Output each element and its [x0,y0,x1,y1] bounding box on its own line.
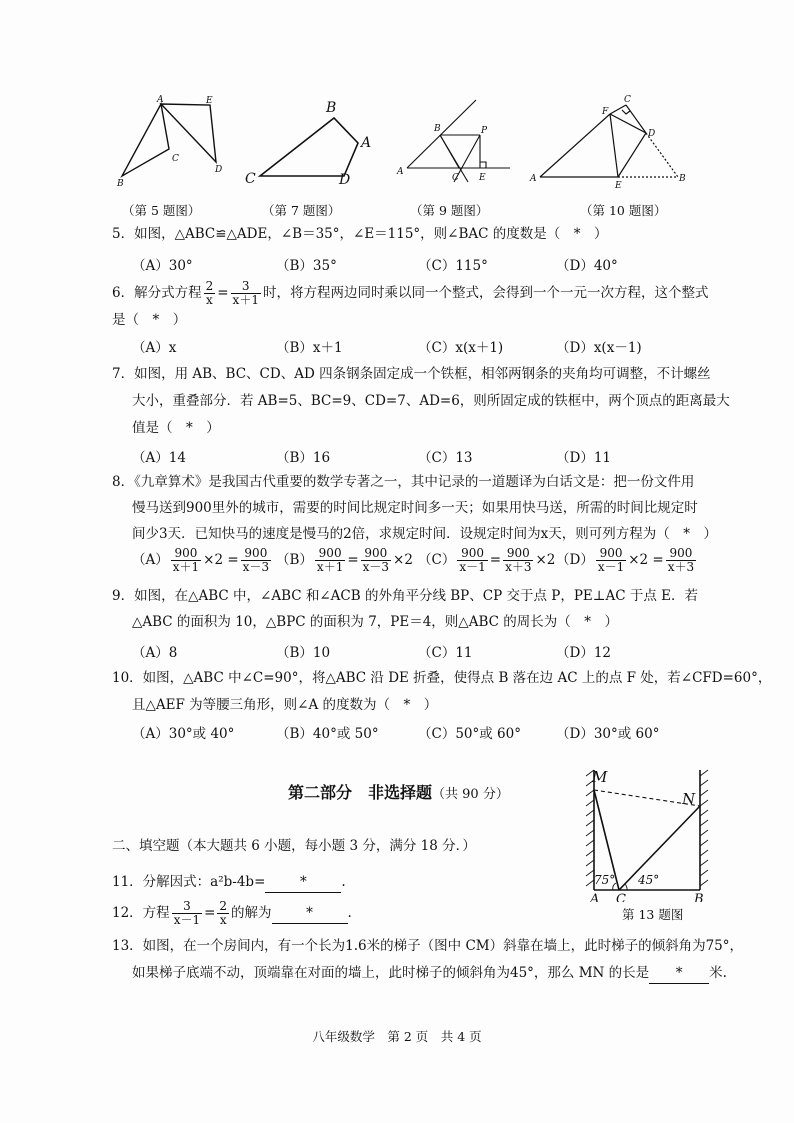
q9-option-b[interactable]: （B）10 [276,645,331,661]
question-9-line2: △ABC 的面积为 10，△BPC 的面积为 7，PE＝4，则△ABC 的周长为（ * ） [132,614,618,630]
q8-option-b[interactable]: （B） $\frac{900}{x+1}$ = $\frac{900}{x-3}$ ×2 [276,546,413,574]
q8-option-c[interactable]: （C） $\frac{900}{x-1}$ = $\frac{900}{x+3}$ ×2 [418,546,556,574]
q5-option-b[interactable]: （B）35° [276,258,337,274]
label-b: B [326,100,337,116]
q5-option-a[interactable]: （A）30° [132,258,193,274]
q5-option-c[interactable]: （C）115° [418,258,488,274]
label-c: C [624,95,631,105]
q12-equals: = [204,905,216,921]
q6-option-d[interactable]: （D）x(x－1) [556,340,642,356]
question-8-line2: 慢马送到900里外的城市，需要的时间比规定时间多一天；如果用快马送，所需的时间比规定时 [132,500,698,516]
ladder-cn [619,806,700,890]
label-b: B [434,124,441,134]
q8-option-d[interactable]: （D） $\frac{900}{x-1}$ ×2 = $\frac{900}{x+3}$ [556,546,695,574]
part-2-heading [288,780,509,803]
label-n: N [682,790,696,808]
q9-option-c[interactable]: （C）11 [418,645,473,661]
figure-5-diagram [112,92,230,192]
q11-suffix: . [341,874,346,890]
question-10-line1: 10．如图，△ABC 中∠C=90°，将△ABC 沿 DE 折叠，使得点 B 落在边 AC 上的点 F 处，若∠CFD=60°， [112,670,772,686]
label-a: A [530,174,537,184]
section-2-heading: 二、填空题（本大题共 6 小题，每小题 3 分，满分 18 分．） [112,838,476,854]
question-7-line2: 大小，重叠部分．若 AB=5、BC=9、CD=7、AD=6，则所固定成的铁框中，两个顶点的距离最大 [132,393,730,409]
label-c: C [616,892,626,902]
q6-fraction-2: $\frac{3}{x+1}$ [232,279,259,307]
question-10-line2: 且△AEF 为等腰三角形，则∠A 的度数为（ * ） [132,697,438,713]
segment-fd [610,114,646,133]
q13-answer-blank[interactable]: * [649,963,709,984]
triangle-ade [161,104,216,162]
right-angle-mark [622,110,630,114]
q10-option-a[interactable]: （A）30°或 40° [132,726,235,742]
label-e: E [479,173,486,183]
figure-7-caption: （第 7 题图） [262,203,341,218]
figure-13-diagram [582,762,716,902]
triangle-abc [122,104,169,176]
angle-75-label: 75° [594,873,616,887]
label-d: D [648,129,656,139]
figure-9-diagram [392,92,517,192]
label-c: C [245,171,256,187]
q12-prefix: 12．方程 [112,905,170,921]
segment-cd [626,105,646,133]
q12-fraction-2: $\frac{2}{x}$ [219,899,228,927]
question-7-line3: 值是（ * ） [132,420,220,436]
label-a: A [590,892,600,902]
part-2-title: 第二部分 非选择题 [288,783,433,802]
q6-suffix: 时，将方程两边同时乘以同一个整式，会得到一个一元一次方程，这个整式 [262,285,709,301]
label-a: A [397,167,404,177]
q13-suffix: 米. [709,965,727,981]
q7-option-d[interactable]: （D）11 [556,450,612,466]
segment-af [540,114,610,177]
question-7-line1: 7．如图，用 AB、BC、CD、AD 四条钢条固定成一个铁框，相邻两钢条的夹角均可调整，不计螺丝 [112,366,711,382]
segment-db-dashed [646,133,678,177]
q11-answer-blank[interactable]: * [265,872,341,893]
label-c: C [452,173,459,183]
label-e: E [206,96,213,106]
q6-prefix: 6．解分式方程 [112,285,202,301]
figure-13-caption: 第 13 题图 [622,907,684,922]
figure-10-diagram [528,92,688,192]
label-b: B [117,179,124,189]
q7-option-b[interactable]: （B）16 [276,450,331,466]
label-p: P [481,126,488,136]
q13-text: 如果梯子底端不动，顶端靠在对面的墙上，此时梯子的倾斜角为45°，那么 MN 的长是 [132,965,650,981]
q12-fraction-1: $\frac{3}{x-1}$ [173,899,201,927]
q6-equals: = [217,285,229,301]
figure-10-caption: （第 10 题图） [580,203,667,218]
line-ab-extended [407,100,476,168]
q8-option-a[interactable]: （A） $\frac{900}{x+1}$ ×2 = $\frac{900}{x-3}$ [132,546,270,574]
q12-answer-blank[interactable]: * [272,903,348,924]
q7-option-c[interactable]: （C）13 [418,450,473,466]
q11-prefix: 11．分解因式：a²b-4b= [112,874,266,890]
question-8-line1: 8．《九章算术》是我国古代重要的数学专著之一，其中记录的一道题译为白话文是：把一份文件用 [112,474,695,490]
right-wall-hatch [700,770,708,886]
question-13-line1: 13．如图，在一个房间内，有一个长为1.6米的梯子（图中 CM）斜靠在墙上，此时梯子的倾斜角为75°， [112,938,744,954]
q7-option-a[interactable]: （A）14 [132,450,186,466]
q12-mid: 的解为 [231,905,272,921]
label-f: F [602,107,609,117]
page-footer: 八年级数学 第 2 页 共 4 页 [312,1029,482,1044]
question-9-line1: 9．如图，在△ABC 中，∠ABC 和∠ACB 的外角平分线 BP、CP 交于点 P，PE⊥AC 于点 E．若 [112,588,698,604]
angle-45-label: 45° [638,873,660,887]
label-e: E [615,181,622,191]
question-12 [112,900,352,927]
question-13-line2 [132,963,727,984]
q5-option-d[interactable]: （D）40° [556,258,618,274]
figure-5-caption: （第 5 题图） [122,203,201,218]
segment-fe [610,114,618,177]
q6-fraction-1: $\frac{2}{x}$ [205,279,214,307]
label-a: A [157,95,164,105]
question-8-line3: 间少3天．已知快马的速度是慢马的2倍，求规定时间．设规定时间为x天，则可列方程为（ * ） [132,526,718,542]
q9-option-a[interactable]: （A）8 [132,645,178,661]
q9-option-d[interactable]: （D）12 [556,645,612,661]
question-11 [112,872,346,893]
label-c: C [172,154,179,164]
q10-option-c[interactable]: （C）50°或 60° [418,726,521,742]
left-wall-hatch [586,770,594,886]
right-angle-mark [480,162,486,168]
q12-suffix: . [347,905,352,921]
label-d: D [339,172,351,188]
segment-fc [610,105,626,114]
figure-9-caption: （第 9 题图） [410,203,489,218]
label-b: B [679,174,686,184]
segment-de [618,133,646,177]
q6-option-a[interactable]: （A）x [132,340,177,356]
question-6-text [112,280,708,307]
q6-option-c[interactable]: （C）x(x＋1) [418,340,504,356]
label-a: A [361,135,372,151]
quadrilateral-abcd [260,118,358,176]
question-6-line2: 是（ * ） [112,312,187,328]
q10-option-b[interactable]: （B）40°或 50° [276,726,379,742]
question-5-text: 5．如图，△ABC≌△ADE，∠B＝35°，∠E＝115°，则∠BAC 的度数是（ * ） [112,226,608,242]
angle-arc-45 [625,884,627,890]
figure-7-diagram [240,92,380,192]
label-d: D [215,165,223,175]
q6-option-b[interactable]: （B）x＋1 [276,340,343,356]
label-b: B [694,892,704,902]
q10-option-d[interactable]: （D）30°或 60° [556,726,660,742]
part-2-score: （共 90 分） [432,787,509,802]
label-m: M [592,768,608,786]
